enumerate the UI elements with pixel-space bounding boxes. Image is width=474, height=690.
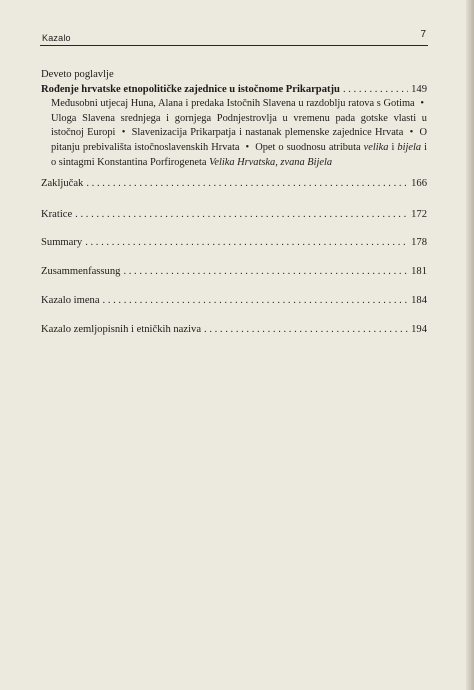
bullet-separator: • [121,127,126,139]
chapter-label: Deveto poglavlje [41,69,114,80]
toc-entry-page: 181 [411,266,427,277]
bullet-separator: • [245,141,250,153]
toc-entry-title: Kazalo imena [41,295,100,306]
running-title: Kazalo [42,33,71,43]
toc-entry-page: 172 [411,209,427,220]
bullet-separator: • [409,127,414,139]
summary-italic-term: bijela [397,141,422,153]
header-rule [40,45,428,46]
summary-topic: Slavenizacija Prikarpatja i nastanak plemenske zajednice Hrvata [131,127,404,139]
toc-entry-kazalo-naziva[interactable] [41,324,427,335]
toc-entry-page: 178 [411,237,427,248]
toc-entry-title: Kratice [41,209,73,220]
summary-italic-term: velika [363,141,389,153]
summary-topic: O pitanju prebivališta istočnoslavenskih Hrvata [51,127,427,153]
toc-entry-summary[interactable] [41,237,427,248]
page-edge [466,0,474,690]
summary-topic: Opet o suodnosu atributa [255,141,361,153]
dot-leader [86,178,408,189]
dot-leader [204,324,408,335]
summary-text: i o sintagmi Konstantina Porfirogeneta [51,141,427,168]
toc-entry-title: Summary [41,237,83,248]
toc-entry-page: 184 [411,295,427,306]
toc-entry-title: Zusammenfassung [41,266,121,277]
chapter-title-line[interactable] [41,83,427,98]
chapter-summary [41,97,427,170]
bullet-separator: • [420,98,424,110]
dot-leader [343,83,408,98]
toc-entry-title: Kazalo zemljopisnih i etničkih naziva [41,324,202,335]
dot-leader [123,266,408,277]
dot-leader [103,295,409,306]
summary-topic: Međusobni utjecaj Huna, Alana i predaka Istočnih Slavena u razdoblju ratova s Gotima [51,98,415,110]
toc-entry-page: 194 [411,324,427,335]
summary-topic: Uloga Slavena srednjega i gornjega Podnjestrovlja u vremenu pada gotske vlasti u istočnoj Europi [51,112,427,139]
page-number: 7 [420,29,426,40]
toc-entry-page: 166 [411,178,427,189]
toc-entry-kazalo-imena[interactable] [41,295,427,306]
running-head [40,30,428,44]
chapter-title: Rođenje hrvatske etnopolitičke zajednice u istočnome Prikarpatju [41,83,340,95]
summary-italic-term: Velika Hrvatska, zvana Bijela [209,156,333,168]
toc-entry-title: Zaključak [41,178,84,189]
toc-entry-zakljucak[interactable] [41,178,427,189]
chapter-page: 149 [411,83,427,95]
dot-leader [75,209,408,220]
toc-entry-kratice[interactable] [41,209,427,220]
dot-leader [85,237,408,248]
chapter-block [41,68,427,170]
summary-text: i [391,141,395,153]
toc-entry-zusammenfassung[interactable] [41,266,427,277]
